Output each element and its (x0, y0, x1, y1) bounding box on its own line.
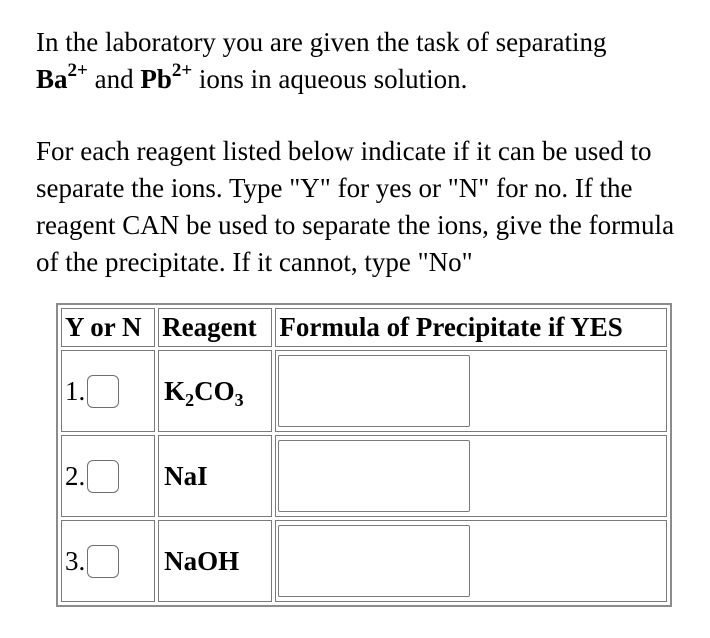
yn-cell (61, 435, 155, 517)
table-row (61, 435, 667, 517)
yn-cell (61, 350, 155, 432)
precipitate-input[interactable] (278, 355, 470, 427)
header-precipitate: Formula of Precipitate if YES (275, 308, 667, 347)
intro-and: and (87, 64, 141, 94)
row-number: 2. (65, 460, 86, 491)
reagent-formula: $K_2CO_3$ (164, 375, 244, 410)
precipitate-input[interactable] (278, 525, 470, 597)
precipitate-cell (275, 435, 667, 517)
reagent-cell (158, 350, 272, 432)
precipitate-cell (275, 350, 667, 432)
ion-lead: $Pb^{2+}$ (140, 60, 193, 94)
table-row (61, 520, 667, 602)
table-row (61, 350, 667, 432)
yn-cell (61, 520, 155, 602)
intro-paragraph (36, 24, 696, 98)
intro-text-1: In the laboratory you are given the task of separating (36, 27, 607, 57)
reagent-cell (158, 435, 272, 517)
row-number: 3. (65, 545, 86, 576)
row-number: 1. (65, 375, 86, 406)
intro-text-2: ions in aqueous solution. (192, 64, 468, 94)
yn-input[interactable] (87, 545, 119, 578)
reagent-formula: NaOH (164, 545, 240, 576)
yn-input[interactable] (87, 460, 119, 493)
header-y-or-n: Y or N (61, 308, 155, 347)
instructions-paragraph: For each reagent listed below indicate if it can be used to separate the ions. Type "Y" for yes or "N" for no. If the reagent CAN be used to separate the ions, give the formula of the precipitate. If it cannot, type "No" (36, 136, 675, 277)
reagent-cell (158, 520, 272, 602)
precipitate-cell (275, 520, 667, 602)
ion-barium: $Ba^{2+}$ (36, 60, 88, 94)
precipitate-input[interactable] (278, 440, 470, 512)
yn-input[interactable] (87, 375, 119, 408)
header-reagent: Reagent (158, 308, 272, 347)
table-header-row (61, 308, 667, 347)
reagent-formula: NaI (164, 460, 208, 491)
reagent-table (56, 303, 672, 607)
